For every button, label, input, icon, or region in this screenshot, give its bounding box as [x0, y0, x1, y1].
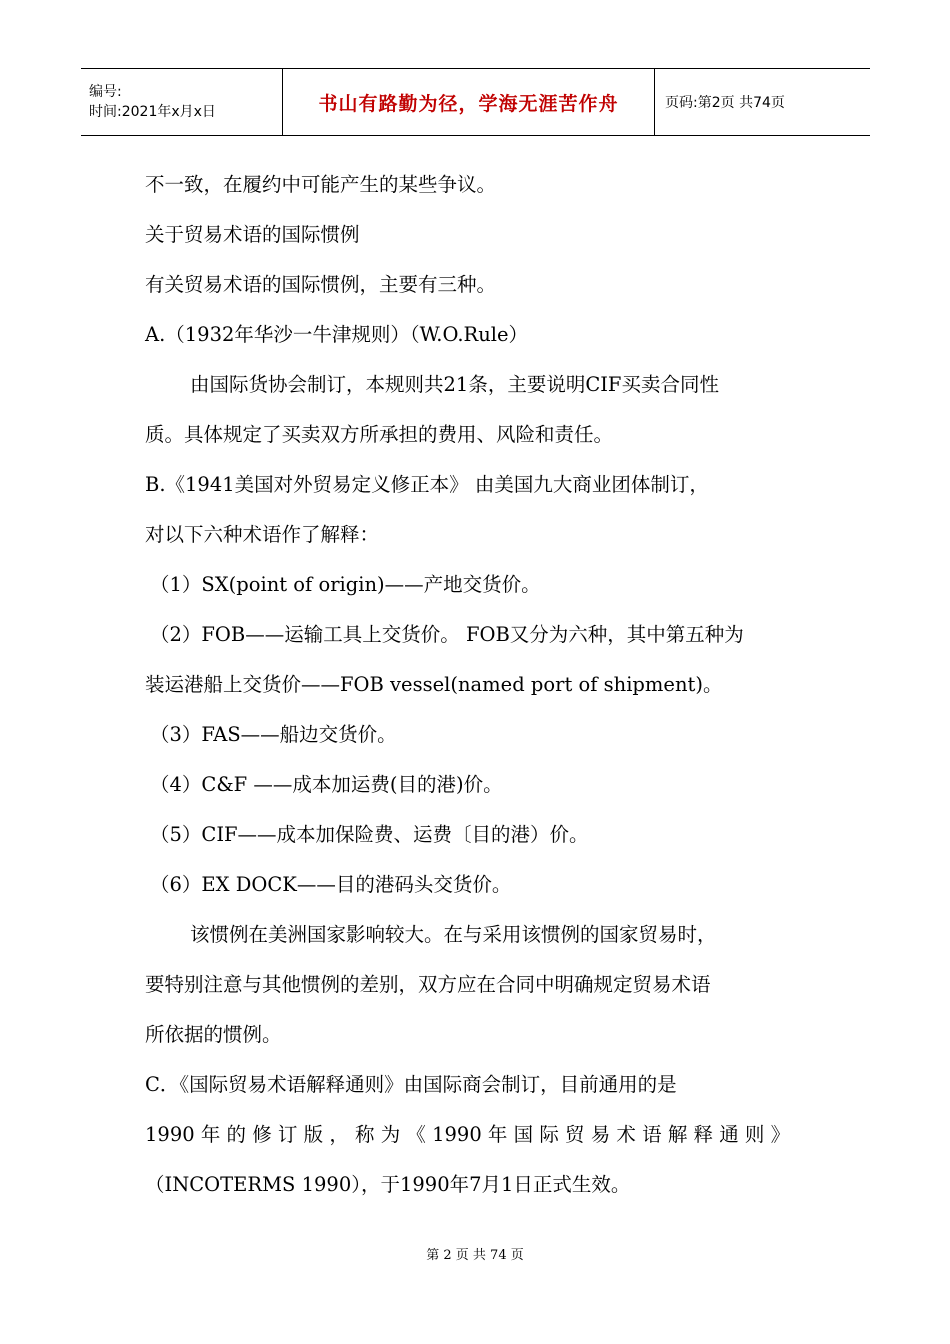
list-item: （1）SX(point of origin)——产地交货价。 [150, 573, 541, 596]
header-left-cell [81, 69, 282, 135]
text-line: 对以下六种术语作了解释： [145, 523, 380, 546]
list-item: （5）CIF——成本加保险费、运费〔目的港）价。 [150, 823, 589, 846]
text-line: 要特别注意与其他惯例的差别，双方应在合同中明确规定贸易术语 [145, 973, 711, 996]
text-line: 有关贸易术语的国际惯例，主要有三种。 [145, 273, 497, 296]
list-item: （2）FOB——运输工具上交货价。 FOB又分为六种，其中第五种为 [150, 623, 744, 646]
text-line: 不一致，在履约中可能产生的某些争议。 [145, 173, 497, 196]
header-motto-cell [282, 69, 655, 135]
text-line: A.（1932年华沙一牛津规则）（W.O.Rule） [145, 323, 529, 346]
time-label: 时间:2021年x月x日 [89, 104, 216, 120]
page-label: 页码:第2页 共74页 [665, 95, 785, 111]
list-item: （4）C&F ——成本加运费(目的港)价。 [150, 773, 503, 796]
page-header [81, 68, 870, 136]
text-line: C．《国际贸易术语解释通则》由国际商会制订，目前通用的是 [145, 1073, 677, 1096]
section-heading: 关于贸易术语的国际惯例 [145, 223, 360, 246]
list-item: （3）FAS——船边交货价。 [150, 723, 397, 746]
text-line: （INCOTERMS 1990），于1990年7月1日正式生效。 [145, 1173, 631, 1196]
list-item: （6）EX DOCK——目的港码头交货价。 [150, 873, 512, 896]
footer-page-number: 第 2 页 共 74 页 [426, 1248, 524, 1263]
text-line: 由国际货协会制订，本规则共21条，主要说明CIF买卖合同性 [190, 373, 719, 396]
text-line: B.《1941美国对外贸易定义修正本》 由美国九大商业团体制订， [145, 473, 709, 496]
text-line: 装运港船上交货价——FOB vessel(named port of shipment)。 [145, 673, 723, 696]
number-label: 编号: [89, 84, 122, 100]
text-line: 1990 年 的 修 订 版 ， 称 为 《 1990 年 国 际 贸 易 术 语 解 释 通 则 》 [145, 1123, 791, 1146]
motto: 书山有路勤为径，学海无涯苦作舟 [318, 92, 619, 115]
text-line: 所依据的惯例。 [145, 1023, 282, 1046]
header-page-cell [655, 69, 870, 135]
text-line: 该惯例在美洲国家影响较大。在与采用该惯例的国家贸易时， [190, 923, 717, 946]
page-footer [0, 1244, 950, 1263]
text-line: 质。具体规定了买卖双方所承担的费用、风险和责任。 [145, 423, 614, 446]
